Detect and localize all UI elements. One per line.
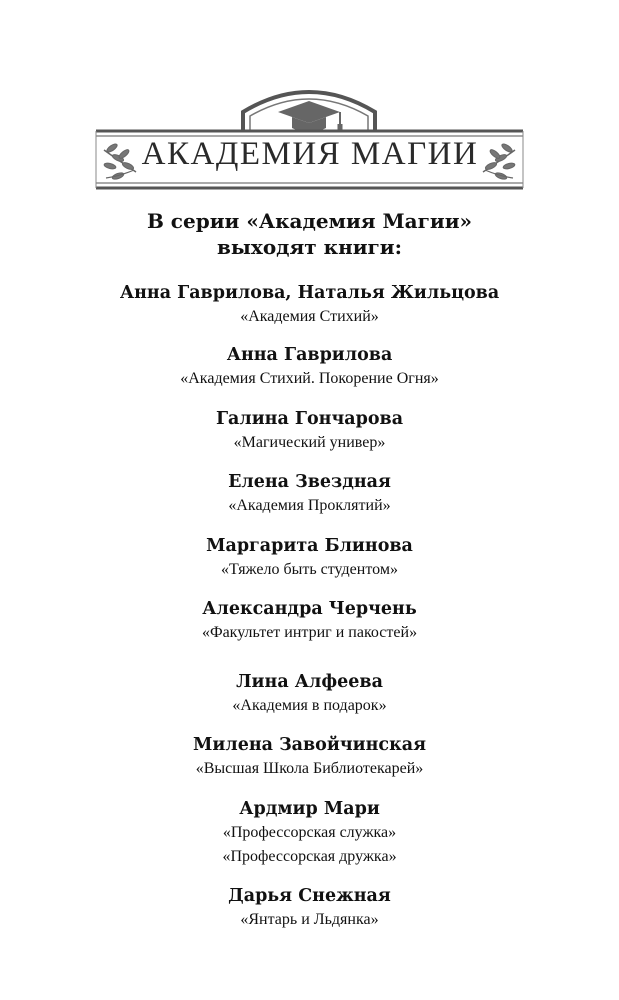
book-title: «Факультет интриг и пакостей» xyxy=(201,624,418,641)
intro-heading xyxy=(0,208,619,260)
author-name: Милена Завойчинская xyxy=(193,735,426,755)
book-title: «Академия Проклятий» xyxy=(228,497,391,514)
book-title: «Магический универ» xyxy=(233,434,386,451)
author-name: Елена Звездная xyxy=(228,472,391,492)
book-title: «Академия Стихий» xyxy=(240,308,379,325)
author-name: Маргарита Блинова xyxy=(206,536,413,556)
intro-line-2: выходят книги: xyxy=(216,235,403,259)
book-entry xyxy=(0,343,619,391)
author-name: Дарья Снежная xyxy=(228,886,391,906)
book-title: «Академия Стихий. Покорение Огня» xyxy=(180,370,439,387)
book-title: «Профессорская служка» xyxy=(222,824,397,841)
intro-line-1: В серии «Академия Магии» xyxy=(146,209,473,233)
book-entry xyxy=(0,597,619,645)
series-emblem xyxy=(0,0,619,200)
book-title: «Академия в подарок» xyxy=(232,697,387,714)
book-title: «Тяжело быть студентом» xyxy=(221,561,398,578)
author-name: Александра Черчень xyxy=(202,599,417,619)
book-entry xyxy=(0,281,619,329)
book-entry xyxy=(0,797,619,869)
author-name: Анна Гаврилова, Наталья Жильцова xyxy=(119,283,500,303)
book-title: «Профессорская дружка» xyxy=(222,848,397,865)
author-name: Галина Гончарова xyxy=(215,409,404,429)
author-name: Ардмир Мари xyxy=(239,799,380,819)
laurel-branch-icon xyxy=(483,143,515,181)
laurel-branch-icon xyxy=(104,143,136,181)
book-entry xyxy=(0,670,619,718)
book-entry xyxy=(0,733,619,781)
book-entry xyxy=(0,407,619,455)
book-title: «Высшая Школа Библиотекарей» xyxy=(195,760,424,777)
author-name: Лина Алфеева xyxy=(236,672,383,692)
series-title: АКАДЕМИЯ МАГИИ xyxy=(141,136,479,172)
book-entry xyxy=(0,884,619,932)
book-title: «Янтарь и Льдянка» xyxy=(240,911,379,928)
author-name: Анна Гаврилова xyxy=(226,345,393,365)
book-entry xyxy=(0,470,619,518)
graduation-cap-icon xyxy=(278,101,343,133)
book-entry xyxy=(0,534,619,582)
